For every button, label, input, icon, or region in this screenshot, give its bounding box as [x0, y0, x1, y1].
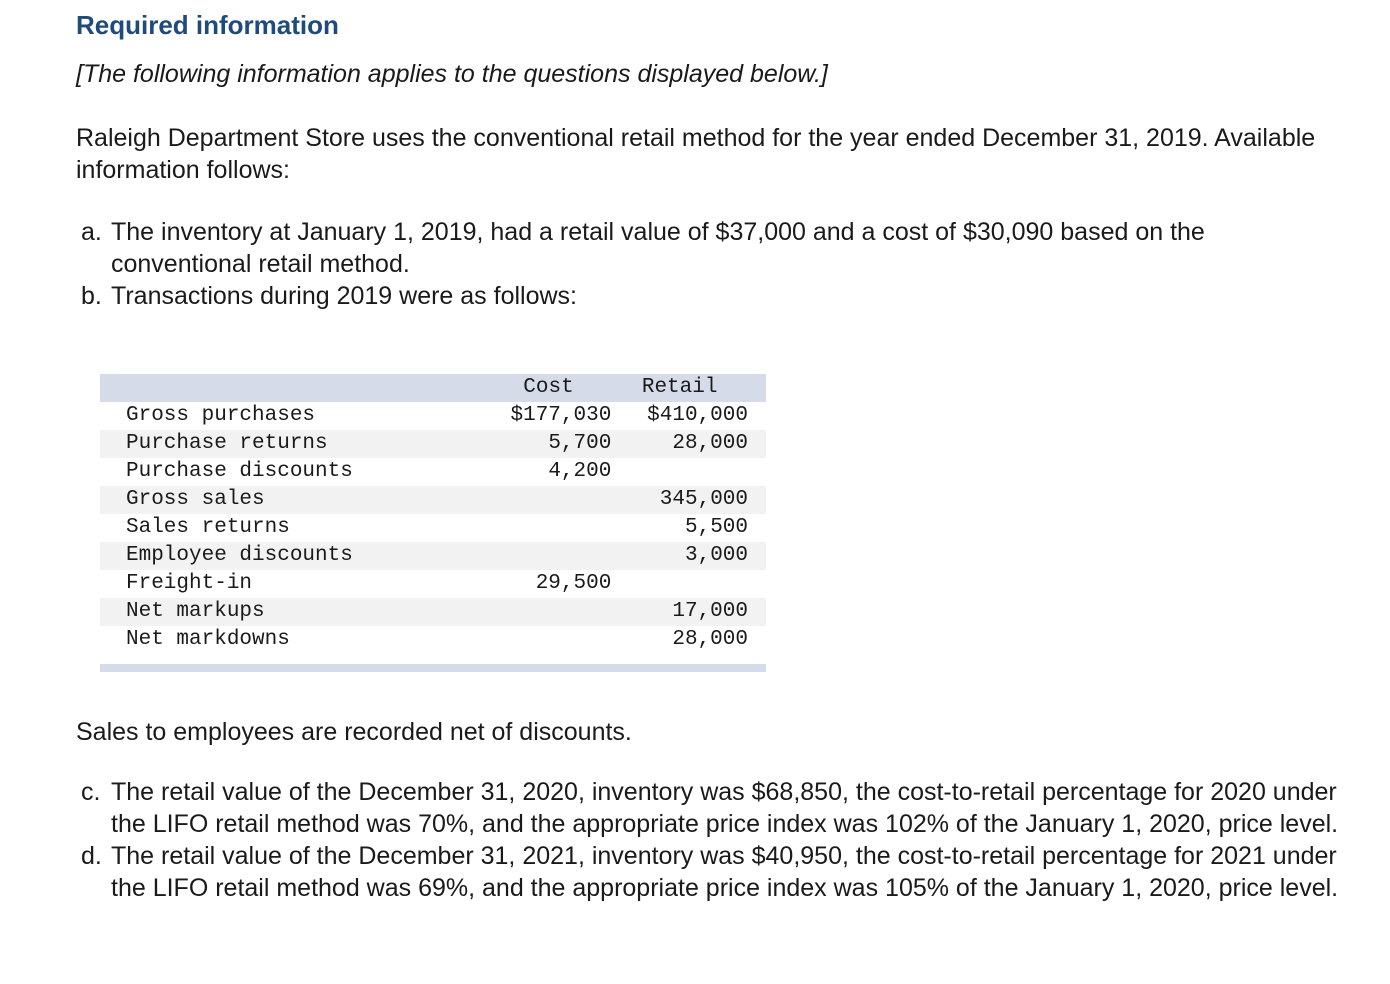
row-retail: $410,000	[647, 404, 748, 427]
list-item-text: The inventory at January 1, 2019, had a retail value of $37,000 and a cost of $30,090 based on the conventional retail method.	[111, 218, 1205, 278]
intro-paragraph: Raleigh Department Store uses the conventional retail method for the year ended December 31, 2019. Available information follows:	[76, 124, 1316, 184]
row-retail	[611, 458, 766, 486]
row-cost	[486, 598, 612, 626]
row-retail: 28,000	[672, 432, 748, 455]
row-cost: 5,700	[548, 432, 612, 455]
row-cost: $177,030	[510, 404, 612, 427]
list-marker: c.	[81, 778, 101, 806]
row-label: Employee discounts	[126, 544, 353, 567]
table-footer-bar	[100, 664, 766, 672]
list-item-a	[76, 216, 1346, 280]
row-retail: 17,000	[672, 600, 748, 623]
list-item-c	[76, 776, 1346, 840]
row-cost	[486, 514, 612, 542]
row-label: Net markups	[126, 600, 265, 623]
table-row	[100, 570, 766, 598]
list-item-text: The retail value of the December 31, 2020, inventory was $68,850, the cost-to-retail percentage for 2020 under the LIFO retail method was 70%, and the appropriate price index was 102% of the January 1, 2020, price level.	[111, 778, 1339, 838]
header-label	[100, 374, 486, 402]
list-item-text: The retail value of the December 31, 2021, inventory was $40,950, the cost-to-retail percentage for 2021 under the LIFO retail method was 69%, and the appropriate price index was 105% of the January 1, 2020, price level.	[111, 842, 1339, 902]
table-row	[100, 486, 766, 514]
table-row	[100, 542, 766, 570]
info-list-cd	[76, 776, 1346, 904]
table-row	[100, 430, 766, 458]
row-retail: 28,000	[672, 628, 748, 651]
row-label: Sales returns	[126, 516, 290, 539]
row-retail: 5,500	[684, 516, 748, 539]
transactions-table-wrapper	[100, 374, 766, 672]
row-retail: 345,000	[659, 488, 748, 511]
info-list-ab	[76, 216, 1346, 312]
info-note: [The following information applies to the questions displayed below.]	[76, 60, 828, 88]
table-row	[100, 402, 766, 430]
row-label: Net markdowns	[126, 628, 290, 651]
row-retail	[611, 570, 766, 598]
transactions-table	[100, 374, 766, 654]
list-item-b	[76, 280, 1346, 312]
list-marker: d.	[81, 842, 102, 870]
row-cost	[486, 542, 612, 570]
table-row	[100, 626, 766, 654]
table-header-row	[100, 374, 766, 402]
row-label: Freight-in	[126, 572, 253, 595]
row-label: Purchase returns	[126, 432, 328, 455]
row-label: Gross sales	[126, 488, 265, 511]
row-cost	[486, 486, 612, 514]
after-table-paragraph: Sales to employees are recorded net of discounts.	[76, 718, 632, 746]
header-retail: Retail	[641, 376, 718, 399]
row-cost: 4,200	[548, 460, 612, 483]
section-heading: Required information	[76, 10, 339, 40]
list-marker: b.	[81, 282, 102, 310]
table-row	[100, 514, 766, 542]
table-row	[100, 598, 766, 626]
row-label: Gross purchases	[126, 404, 316, 427]
list-item-text: Transactions during 2019 were as follows:	[111, 282, 577, 310]
row-cost: 29,500	[535, 572, 612, 595]
row-cost	[486, 626, 612, 654]
row-retail: 3,000	[684, 544, 748, 567]
row-label: Purchase discounts	[126, 460, 353, 483]
table-row	[100, 458, 766, 486]
header-cost: Cost	[523, 376, 574, 399]
list-marker: a.	[81, 218, 102, 246]
list-item-d	[76, 840, 1346, 904]
